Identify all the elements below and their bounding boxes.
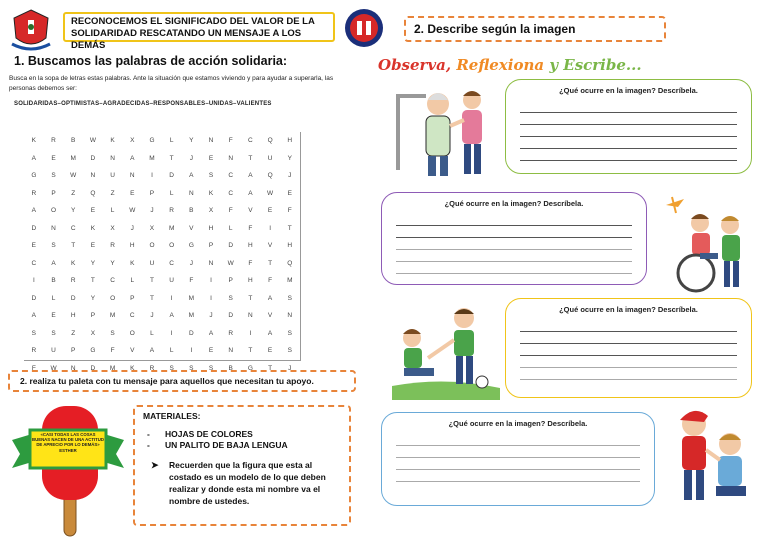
word-search-letter[interactable]: F [248, 259, 253, 267]
answer-line[interactable] [396, 250, 632, 262]
word-search-letter[interactable]: H [248, 242, 253, 249]
word-search-letter[interactable]: E [208, 154, 214, 162]
word-search-letter[interactable]: B [228, 364, 233, 372]
section-describe-title: 2. Describe según la imagen [414, 22, 576, 36]
word-search-letter[interactable]: S [208, 364, 214, 372]
word-search-letter[interactable]: C [228, 189, 234, 197]
banner-word-y: y [549, 56, 559, 74]
word-search-letter[interactable]: D [169, 172, 174, 179]
illustration-consoling-kids [664, 400, 760, 518]
word-search-letter[interactable]: J [209, 312, 213, 319]
word-search-letter[interactable]: W [267, 189, 274, 197]
word-search-row [24, 307, 300, 325]
word-search-letter[interactable]: A [267, 294, 273, 302]
word-search-letter[interactable]: D [90, 364, 96, 372]
word-search-letter[interactable]: T [149, 294, 154, 302]
word-search-letter[interactable]: X [208, 207, 214, 214]
materials-note [143, 459, 341, 507]
answer-line[interactable] [520, 344, 737, 356]
word-search-letter[interactable]: P [130, 294, 135, 302]
word-search-letter[interactable]: P [208, 242, 214, 249]
word-search-letter[interactable]: S [189, 364, 194, 372]
word-search-letter[interactable]: V [248, 207, 253, 214]
word-search-letter[interactable]: M [188, 312, 195, 319]
materials-note-text: Recuerden que la figura que esta al costado es un modelo de lo que deben realizar y donde esta mi nombre va el nombre de ustedes. [169, 460, 326, 506]
answer-line[interactable] [520, 125, 737, 137]
word-search-letter[interactable]: S [51, 242, 56, 249]
word-search-letter[interactable]: T [268, 364, 273, 372]
word-search-letter[interactable]: N [90, 172, 96, 179]
word-search-letter[interactable]: K [110, 137, 115, 144]
word-search-letter[interactable]: A [31, 207, 37, 214]
material-item: - UN PALITO DE BAJA LENGUA [165, 440, 341, 451]
word-search-letter[interactable]: X [130, 137, 135, 144]
word-search-letter[interactable]: N [248, 312, 253, 319]
word-search-letter[interactable]: E [51, 312, 56, 319]
word-search-letter[interactable]: T [268, 259, 273, 267]
word-search-letter[interactable]: I [170, 294, 173, 302]
word-search-letter[interactable]: R [31, 189, 37, 197]
word-search-letter[interactable]: H [287, 242, 293, 249]
banner-word-escribe: Escribe... [563, 56, 642, 74]
word-search-letter[interactable]: H [129, 242, 135, 249]
word-search-letter[interactable]: R [51, 137, 56, 144]
word-search-letter[interactable]: U [169, 277, 174, 284]
materials-title: MATERIALES: [143, 411, 201, 421]
word-search-letter[interactable]: Q [287, 259, 293, 267]
word-search-letter[interactable]: A [169, 312, 174, 319]
word-search-letter[interactable]: W [227, 259, 234, 267]
answer-line[interactable] [520, 113, 737, 125]
word-search-letter[interactable]: J [189, 154, 193, 162]
word-search-letter[interactable]: V [267, 242, 273, 249]
word-search-letter[interactable]: D [228, 312, 234, 319]
word-search-letter[interactable]: O [110, 294, 116, 302]
popsicle-message: «CASI TODAS LAS COSAS BUENAS NACEN DE UNA ACTITUD DE APRECIO POR LO DEMÁS» ESTHER [32, 432, 104, 453]
word-search-letter[interactable]: M [168, 224, 175, 232]
word-search-row [24, 202, 300, 220]
word-search-letter[interactable]: T [149, 277, 154, 284]
word-search-letter[interactable]: H [287, 137, 293, 144]
wordsearch-instructions: Busca en la sopa de letras estas palabras. Ante la situación que estamos viviendo y para ayudar a superarla, las personas debemos ser: [9, 75, 334, 92]
illustration-wheelchair-kids [656, 185, 756, 295]
word-search-letter[interactable]: J [150, 312, 154, 319]
word-search-letter[interactable]: X [90, 329, 96, 337]
word-search-letter[interactable]: C [110, 277, 115, 284]
word-search-letter[interactable]: A [51, 259, 56, 267]
word-search-letter[interactable]: S [228, 294, 233, 302]
word-search-letter[interactable]: K [71, 259, 76, 267]
word-search-letter[interactable]: S [51, 329, 56, 337]
question-box-3 [505, 298, 752, 398]
word-search-letter[interactable]: Y [287, 154, 292, 162]
banner-word-reflexiona: Reflexiona [456, 56, 545, 74]
word-search-row [24, 237, 300, 255]
word-search-row [24, 185, 300, 203]
word-search-row [24, 325, 300, 343]
word-search-letter[interactable]: K [130, 259, 135, 267]
answer-line[interactable] [520, 356, 737, 368]
word-search-letter[interactable]: I [210, 277, 212, 284]
word-search-letter[interactable]: G [90, 347, 96, 354]
word-search-letter[interactable]: E [208, 347, 214, 354]
word-search-letter[interactable]: U [51, 347, 56, 354]
word-search-letter[interactable]: I [249, 329, 252, 337]
word-search-letter[interactable]: H [70, 312, 76, 319]
word-search-letter[interactable]: Z [71, 329, 76, 337]
question-box-1 [505, 79, 752, 174]
word-search-letter[interactable]: N [287, 312, 293, 319]
word-search-letter[interactable]: J [288, 364, 292, 372]
word-search-letter[interactable]: Y [90, 294, 96, 302]
word-search-letter[interactable]: N [208, 259, 214, 267]
word-search-letter[interactable]: A [31, 312, 37, 319]
word-search-letter[interactable]: A [130, 154, 135, 162]
word-search-letter[interactable]: Z [71, 189, 76, 197]
word-search-letter[interactable]: D [31, 294, 37, 302]
word-search-letter[interactable]: G [247, 364, 253, 372]
word-search-letter[interactable]: N [188, 189, 194, 197]
word-search-letter[interactable]: R [31, 347, 37, 354]
word-search-letter[interactable]: Y [110, 259, 115, 267]
word-search-letter[interactable]: V [130, 347, 135, 354]
question-box-2 [381, 192, 647, 285]
word-search-letter[interactable]: J [130, 224, 134, 232]
word-search-letter[interactable]: H [248, 277, 253, 284]
word-search-letter[interactable]: E [287, 189, 292, 197]
word-search-letter[interactable]: O [129, 329, 135, 337]
word-search-letter[interactable]: A [267, 329, 273, 337]
word-search-letter[interactable]: F [189, 277, 194, 284]
word-search-letter[interactable]: G [188, 242, 194, 249]
word-search-letter[interactable]: M [287, 277, 293, 284]
word-search-letter[interactable]: F [248, 224, 253, 232]
word-search-letter[interactable]: K [90, 224, 96, 232]
word-search-letter[interactable]: E [51, 154, 56, 162]
question-text: ¿Qué ocurre en la imagen? Descríbela. [444, 199, 584, 208]
word-search-letter[interactable]: F [268, 277, 273, 284]
word-search-letter[interactable]: J [288, 172, 292, 179]
answer-line[interactable] [520, 320, 737, 332]
word-search-letter[interactable]: A [189, 172, 194, 179]
question-text: ¿Qué ocurre en la imagen? Descríbela. [448, 419, 588, 428]
word-search-row [24, 342, 300, 360]
word-search-letter[interactable]: L [130, 277, 135, 284]
word-search-letter[interactable]: Q [267, 172, 273, 179]
word-search-letter[interactable]: W [89, 137, 96, 144]
word-search-letter[interactable]: E [90, 207, 96, 214]
word-search-letter[interactable]: S [208, 172, 214, 179]
word-search-letter[interactable]: T [248, 294, 253, 302]
word-search-letter[interactable]: L [169, 347, 174, 354]
materials-box [133, 405, 351, 526]
word-search-letter[interactable]: T [248, 347, 253, 354]
answer-line[interactable] [520, 137, 737, 149]
word-search-row [24, 150, 300, 168]
word-search-letter[interactable]: G [149, 137, 155, 144]
word-search-letter[interactable]: D [188, 329, 194, 337]
word-search-letter[interactable]: F [228, 207, 233, 214]
answer-line[interactable] [520, 101, 737, 113]
word-search-letter[interactable]: A [149, 347, 155, 354]
word-search-letter[interactable]: E [267, 347, 273, 354]
word-search-letter[interactable]: M [149, 154, 155, 162]
word-search-letter[interactable]: R [70, 277, 76, 284]
word-search-letter[interactable]: I [210, 294, 212, 302]
word-search-letter[interactable]: M [188, 294, 195, 302]
word-search-letter[interactable]: D [90, 154, 96, 162]
word-search-letter[interactable]: T [71, 242, 76, 249]
word-search-letter[interactable]: I [269, 224, 271, 232]
word-search-letter[interactable]: S [169, 364, 174, 372]
section-describe-header [404, 16, 666, 42]
word-search-letter[interactable]: A [248, 172, 253, 179]
word-search-letter[interactable]: N [228, 154, 234, 162]
word-search-letter[interactable]: D [70, 294, 76, 302]
word-search-letter[interactable]: P [90, 312, 96, 319]
word-search-letter[interactable]: T [90, 277, 95, 284]
word-search-letter[interactable]: S [31, 329, 37, 337]
word-search-letter[interactable]: K [31, 137, 37, 144]
word-search-letter[interactable]: L [51, 294, 56, 302]
word-search-letter[interactable]: C [248, 137, 253, 144]
popsicle-illustration [8, 400, 128, 540]
word-search-letter[interactable]: L [228, 224, 233, 232]
word-search-letter[interactable]: J [150, 207, 154, 214]
arrow-bullet-icon: ➤ [151, 460, 159, 470]
word-search-letter[interactable]: J [189, 259, 193, 267]
word-search-letter[interactable]: U [110, 172, 115, 179]
word-search-letter[interactable]: P [51, 189, 56, 197]
word-search-letter[interactable]: K [130, 364, 135, 372]
word-search-letter[interactable]: B [71, 137, 76, 144]
question-text: ¿Qué ocurre en la imagen? Descríbela. [559, 86, 698, 95]
word-search-letter[interactable]: W [50, 364, 57, 372]
word-search-letter[interactable]: P [149, 189, 155, 197]
answer-line[interactable] [396, 238, 632, 250]
word-search-letter[interactable]: R [169, 207, 174, 214]
word-search-letter[interactable]: C [129, 312, 135, 319]
word-search-row [24, 220, 300, 238]
word-search-letter[interactable]: F [31, 364, 36, 372]
word-search-letter[interactable]: S [51, 172, 56, 179]
word-search-letter[interactable]: Q [267, 137, 273, 144]
word-search-letter[interactable]: C [169, 259, 174, 267]
word-search-letter[interactable]: L [169, 137, 174, 144]
word-search-letter[interactable]: Y [90, 259, 96, 267]
word-search-letter[interactable]: I [170, 329, 173, 337]
word-search-letter[interactable]: N [51, 224, 56, 232]
word-search-letter[interactable]: L [150, 329, 154, 337]
word-search-letter[interactable]: Q [90, 189, 96, 197]
word-search-letter[interactable]: I [151, 172, 153, 179]
word-search-letter[interactable]: N [208, 137, 214, 144]
word-search-letter[interactable]: N [228, 347, 234, 354]
word-search-letter[interactable]: E [130, 189, 135, 197]
page-title: RECONOCEMOS EL SIGNIFICADO DEL VALOR DE LA SOLIDARIDAD RESCATANDO UN MENSAJE A LOS DEMÁS [71, 16, 315, 51]
illustration-soccer-help [392, 296, 500, 400]
word-search-letter[interactable]: O [169, 242, 175, 249]
word-search-letter[interactable]: B [189, 207, 194, 214]
word-search-letter[interactable]: L [169, 189, 174, 197]
word-search-letter[interactable]: I [32, 277, 35, 284]
word-search-letter[interactable]: P [228, 277, 233, 284]
word-search-letter[interactable]: N [129, 172, 135, 179]
word-search-letter[interactable]: A [208, 329, 214, 337]
word-search-letter[interactable]: G [31, 172, 37, 179]
question-box-4 [381, 412, 655, 506]
school-seal-right [344, 8, 384, 48]
word-search-row [24, 272, 300, 290]
word-search-row [24, 255, 300, 273]
illustration-elderly-help [388, 80, 498, 180]
word-search-letter[interactable]: T [287, 224, 292, 232]
word-search-letter[interactable]: E [31, 242, 37, 249]
word-search-letter[interactable]: V [189, 224, 194, 232]
materials-list [143, 429, 341, 451]
word-search-letter[interactable]: O [149, 242, 155, 249]
word-search-letter[interactable]: R [110, 242, 115, 249]
answer-line[interactable] [520, 368, 737, 380]
word-search-letter[interactable]: U [149, 259, 155, 267]
word-search-letter[interactable]: Y [71, 207, 76, 214]
question-text: ¿Qué ocurre en la imagen? Descríbela. [559, 305, 698, 314]
word-search-letter[interactable]: M [109, 364, 116, 372]
word-search-letter[interactable]: S [287, 347, 292, 354]
section-popsicle-title: 2. realiza tu paleta con tu mensaje para aquellos que necesitan tu apoyo. [20, 376, 314, 386]
word-search-letter[interactable]: C [31, 259, 37, 267]
word-search-letter[interactable]: W [129, 207, 136, 214]
word-search-letter[interactable]: P [71, 347, 76, 354]
word-search-letter[interactable]: W [70, 172, 77, 179]
word-search-letter[interactable]: F [228, 137, 233, 144]
word-search-grid [24, 132, 301, 372]
word-search-letter[interactable]: E [90, 242, 96, 249]
word-search-letter[interactable]: R [228, 329, 234, 337]
word-search-letter[interactable]: F [287, 207, 292, 214]
word-search-letter[interactable]: D [31, 224, 37, 232]
word-search-letter[interactable]: T [248, 154, 253, 162]
word-search-letter[interactable]: A [248, 189, 253, 197]
word-search-letter[interactable]: U [267, 154, 273, 162]
word-search-letter[interactable]: T [169, 154, 174, 162]
word-search-letter[interactable]: A [31, 154, 37, 162]
word-search-letter[interactable]: Y [189, 137, 194, 144]
word-search-letter[interactable]: K [208, 189, 214, 197]
observe-reflect-write-banner [378, 56, 642, 74]
word-search-letter[interactable]: F [110, 347, 115, 354]
wordsearch-word-list: SOLIDARIDAS–OPTIMISTAS–AGRADECIDAS–RESPONSABLES–UNIDAS–VALIENTES [14, 101, 272, 107]
word-search-letter[interactable]: M [109, 312, 116, 319]
word-search-letter[interactable]: X [149, 224, 155, 232]
word-search-letter[interactable]: M [70, 154, 76, 162]
material-item: - HOJAS DE COLORES [165, 429, 341, 440]
answer-line[interactable] [396, 214, 632, 226]
word-search-letter[interactable]: S [110, 329, 115, 337]
word-search-letter[interactable]: N [70, 364, 76, 372]
school-logo-left [10, 8, 52, 52]
word-search-letter[interactable]: R [149, 364, 155, 372]
answer-line[interactable] [396, 262, 632, 274]
section-popsicle-header [8, 370, 356, 392]
word-search-letter[interactable]: D [228, 242, 234, 249]
word-search-row [24, 290, 300, 308]
word-search-letter[interactable]: S [287, 294, 292, 302]
word-search-letter[interactable]: V [267, 312, 273, 319]
answer-line[interactable] [520, 332, 737, 344]
answer-line[interactable] [396, 434, 640, 446]
answer-line[interactable] [396, 226, 632, 238]
banner-word-observa: Observa, [378, 56, 452, 74]
section-wordsearch-title: 1. Buscamos las palabras de acción solidaria: [14, 54, 288, 68]
word-search-row [24, 167, 300, 185]
word-search-letter[interactable]: L [110, 207, 115, 214]
word-search-letter[interactable]: S [287, 329, 292, 337]
word-search-letter[interactable]: E [267, 207, 273, 214]
word-search-letter[interactable]: O [51, 207, 57, 214]
word-search-letter[interactable]: I [190, 347, 193, 354]
word-search-letter[interactable]: X [110, 224, 115, 232]
word-search-letter[interactable]: N [110, 154, 115, 162]
word-search-letter[interactable]: C [70, 224, 76, 232]
answer-line[interactable] [396, 458, 640, 470]
answer-line[interactable] [396, 446, 640, 458]
word-search-letter[interactable]: C [228, 172, 234, 179]
page-title-box [63, 12, 335, 51]
word-search-row [24, 132, 300, 150]
word-search-letter[interactable]: H [208, 224, 214, 232]
word-search-letter[interactable]: Z [110, 189, 115, 197]
answer-line[interactable] [396, 470, 640, 482]
word-search-letter[interactable]: B [51, 277, 56, 284]
answer-line[interactable] [520, 149, 737, 161]
